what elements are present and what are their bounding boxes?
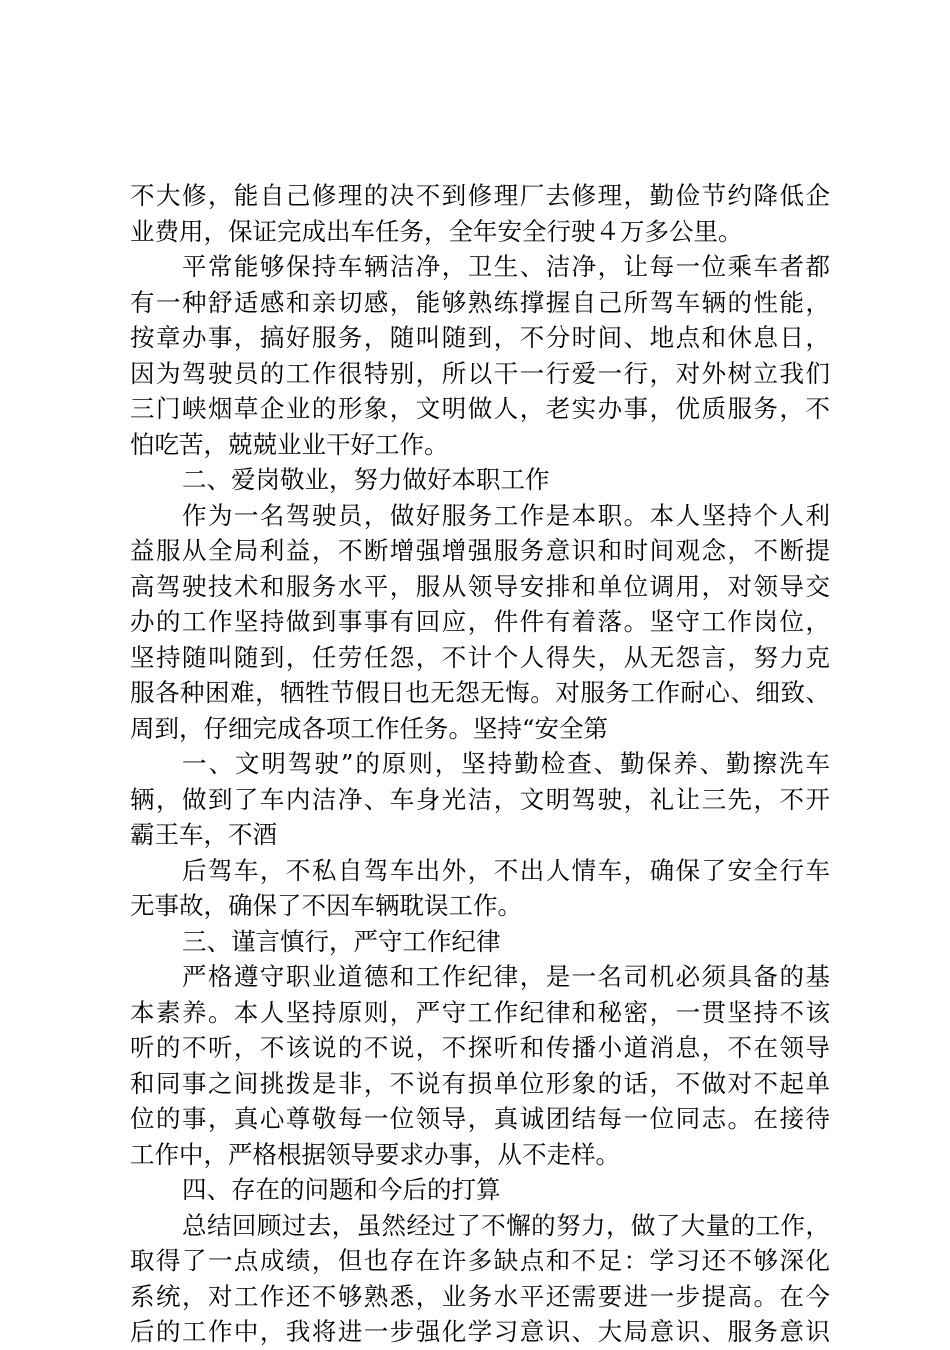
text-line: 无事故，确保了不因车辆耽误工作。: [130, 891, 522, 920]
document-body: [130, 178, 830, 1350]
text-line: 怕吃苦，兢兢业业干好工作。: [130, 429, 449, 459]
text-line: 办的工作坚持做到事事有回应，件件有着落。坚守工作岗位，: [130, 607, 830, 636]
text-line: 按章办事，搞好服务，随叫随到，不分时间、地点和休息日，: [130, 323, 830, 352]
text-line: 本素养。本人坚持原则，严守工作纪律和秘密，一贯坚持不该: [130, 997, 830, 1027]
text-line: 听的不听，不该说的不说，不探听和传播小道消息，不在领导: [130, 1033, 830, 1062]
text-line: 后的工作中，我将进一步强化学习意识、大局意识、服务意识: [130, 1317, 830, 1346]
text-line: 高驾驶技术和服务水平，服从领导安排和单位调用，对领导交: [130, 571, 830, 601]
text-line: 工作中，严格根据领导要求办事，从不走样。: [130, 1139, 620, 1169]
text-line: 总结回顾过去，虽然经过了不懈的努力，做了大量的工作，: [182, 1210, 830, 1240]
text-line: 系统，对工作还不够熟悉，业务水平还需要进一步提高。在今: [130, 1281, 830, 1311]
text-line: 三、谨言慎行，严守工作纪律: [182, 926, 501, 956]
text-line: 益服从全局利益，不断增强增强服务意识和时间观念，不断提: [130, 536, 830, 565]
text-line: 三门峡烟草企业的形象，文明做人，老实办事，优质服务，不: [130, 394, 830, 423]
text-line: 平常能够保持车辆洁净，卫生、洁净，让每一位乘车者都: [182, 252, 830, 281]
text-line: 位的事，真心尊敬每一位领导，真诚团结每一位同志。在接待: [130, 1104, 830, 1133]
text-line: 取得了一点成绩，但也存在许多缺点和不足：学习还不够深化: [130, 1246, 830, 1275]
text-line: 一、文明驾驶”的原则，坚持勤检查、勤保养、勤擦洗车: [182, 749, 830, 778]
text-line: 和同事之间挑拨是非，不说有损单位形象的话，不做对不起单: [130, 1068, 830, 1098]
text-line: 服各种困难，牺牲节假日也无怨无悔。对服务工作耐心、细致、: [130, 678, 830, 707]
text-line: 四、存在的问题和今后的打算: [182, 1175, 501, 1204]
text-line: 因为驾驶员的工作很特别，所以干一行爱一行，对外树立我们: [130, 358, 830, 388]
text-line: 不大修，能自己修理的决不到修理厂去修理，勤俭节约降低企: [130, 181, 830, 210]
text-line: 后驾车，不私自驾车出外，不出人情车，确保了安全行车: [182, 855, 830, 885]
text-line: 霸王车，不酒: [130, 820, 277, 849]
text-line: 严格遵守职业道德和工作纪律，是一名司机必须具备的基: [182, 962, 830, 991]
text-line: 业费用，保证完成出车任务，全年安全行驶４万多公里。: [130, 216, 743, 246]
text-line: 有一种舒适感和亲切感，能够熟练撑握自己所驾车辆的性能，: [130, 287, 830, 317]
text-line: 坚持随叫随到，任劳任怨，不计个人得失，从无怨言，努力克: [130, 642, 830, 672]
text-line: 辆，做到了车内洁净、车身光洁，文明驾驶，礼让三先，不开: [130, 784, 830, 814]
text-line: 二、爱岗敬业，努力做好本职工作: [182, 465, 550, 494]
text-line: 作为一名驾驶员，做好服务工作是本职。本人坚持个人利: [182, 500, 830, 530]
text-line: 周到，仔细完成各项工作任务。坚持“安全第: [130, 713, 609, 743]
